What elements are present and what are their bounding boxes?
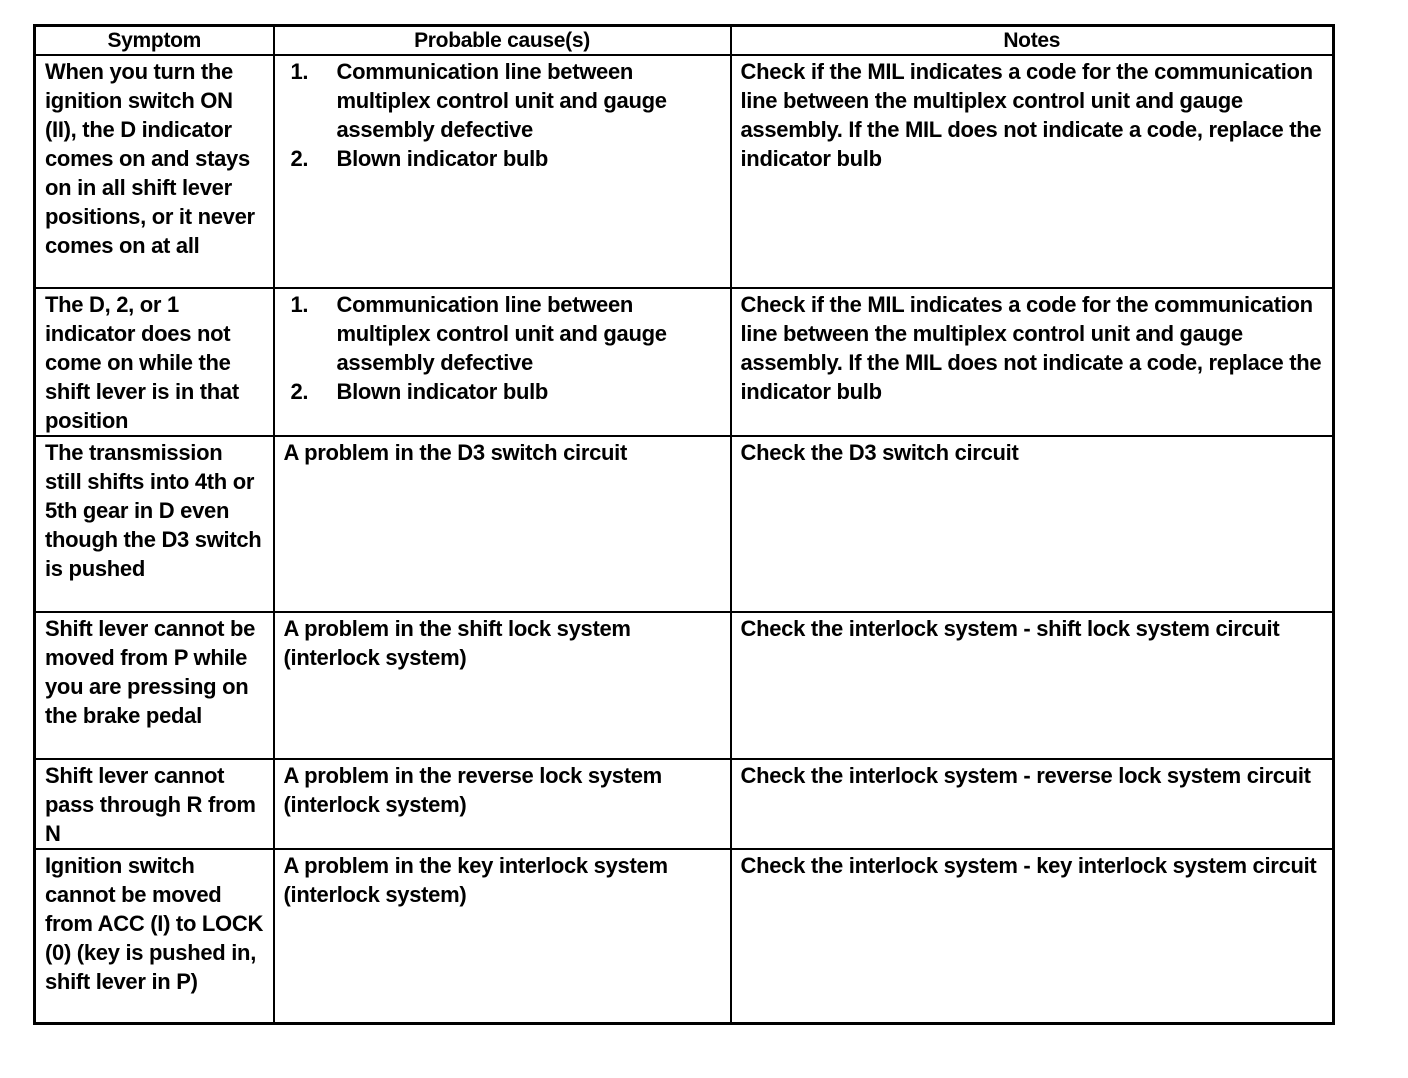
- table-row: [35, 759, 1334, 849]
- notes-cell: Check the interlock system - shift lock system circuit: [731, 612, 1334, 759]
- cause-number: 1.: [290, 292, 309, 317]
- cause-text: Communication line between multiplex control unit and gauge assembly defective: [336, 292, 667, 375]
- symptom-cell: Ignition switch cannot be moved from ACC (I) to LOCK (0) (key is pushed in, shift lever in P): [35, 849, 274, 1024]
- cause-list: [291, 290, 722, 406]
- symptom-cell: The transmission still shifts into 4th or 5th gear in D even though the D3 switch is pushed: [35, 436, 274, 612]
- troubleshooting-table: [33, 24, 1335, 1025]
- column-header-symptom: Symptom: [35, 26, 274, 56]
- symptom-cell: Shift lever cannot be moved from P while you are pressing on the brake pedal: [35, 612, 274, 759]
- cause-number: 2.: [290, 146, 309, 171]
- notes-cell: Check the interlock system - reverse lock system circuit: [731, 759, 1334, 849]
- cause-cell: A problem in the shift lock system (interlock system): [274, 612, 731, 759]
- cause-number: 2.: [290, 379, 309, 404]
- notes-cell: Check if the MIL indicates a code for the communication line between the multiplex control unit and gauge assembly. If the MIL does not indicate a code, replace the indicator bulb: [731, 288, 1334, 436]
- symptom-cell: The D, 2, or 1 indicator does not come on while the shift lever is in that position: [35, 288, 274, 436]
- cause-cell: A problem in the reverse lock system (interlock system): [274, 759, 731, 849]
- table-row: [35, 849, 1334, 1024]
- notes-cell: Check the D3 switch circuit: [731, 436, 1334, 612]
- cause-item: [291, 57, 722, 144]
- table-header-row: [35, 26, 1334, 56]
- column-header-notes: Notes: [731, 26, 1334, 56]
- column-header-probable-causes: Probable cause(s): [274, 26, 731, 56]
- table-row: [35, 612, 1334, 759]
- cause-cell: [274, 55, 731, 288]
- cause-cell: A problem in the D3 switch circuit: [274, 436, 731, 612]
- cause-number: 1.: [290, 59, 309, 84]
- table-row: [35, 55, 1334, 288]
- table-row: [35, 288, 1334, 436]
- cause-text: Blown indicator bulb: [336, 379, 549, 404]
- symptom-cell: Shift lever cannot pass through R from N: [35, 759, 274, 849]
- cause-item: [291, 377, 722, 406]
- notes-cell: Check the interlock system - key interlock system circuit: [731, 849, 1334, 1024]
- cause-item: [291, 144, 722, 173]
- cause-text: Communication line between multiplex control unit and gauge assembly defective: [336, 59, 667, 142]
- table-row: [35, 436, 1334, 612]
- notes-cell: Check if the MIL indicates a code for the communication line between the multiplex control unit and gauge assembly. If the MIL does not indicate a code, replace the indicator bulb: [731, 55, 1334, 288]
- cause-cell: A problem in the key interlock system (interlock system): [274, 849, 731, 1024]
- cause-list: [291, 57, 722, 173]
- symptom-cell: When you turn the ignition switch ON (II), the D indicator comes on and stays on in all shift lever positions, or it never comes on at all: [35, 55, 274, 288]
- cause-cell: [274, 288, 731, 436]
- cause-text: Blown indicator bulb: [336, 146, 549, 171]
- cause-item: [291, 290, 722, 377]
